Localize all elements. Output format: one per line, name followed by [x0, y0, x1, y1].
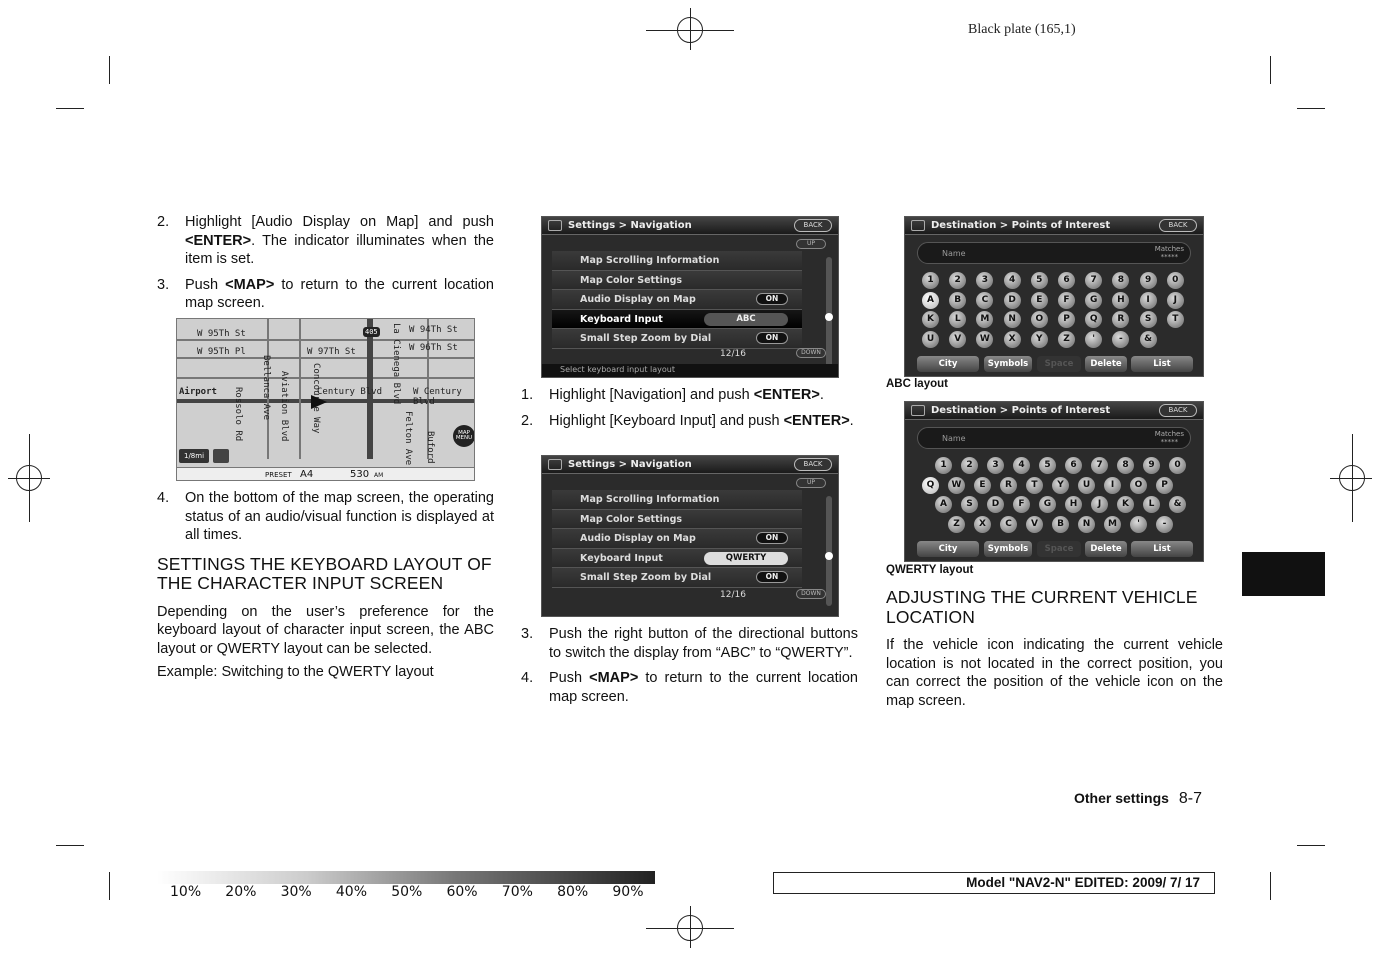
space-button[interactable]: Space — [1037, 541, 1081, 557]
key-S[interactable]: S — [1140, 311, 1157, 328]
key-F[interactable]: F — [1058, 292, 1075, 309]
step-3: 3. Push the right button of the directional buttons to switch the display from “ABC” to “QWERTY”. — [521, 626, 858, 661]
up-button[interactable]: UP — [796, 478, 826, 488]
key-S[interactable]: S — [961, 496, 978, 513]
matches-indicator: Matches ***** — [1154, 245, 1184, 261]
key-7[interactable]: 7 — [1091, 457, 1108, 474]
key-R[interactable]: R — [1000, 477, 1017, 494]
key-H[interactable]: H — [1065, 496, 1082, 513]
symbols-button[interactable]: Symbols — [984, 541, 1032, 557]
destination-icon — [911, 220, 925, 231]
street-label: Bellanca Ave — [261, 355, 271, 421]
key-D[interactable]: D — [1004, 292, 1021, 309]
street-label: W 97Th St — [307, 347, 356, 357]
keyboard-value[interactable]: ABC — [704, 313, 788, 326]
settings-screen-qwerty: Settings > Navigation BACK UP Map Scrolling Information Map Color Settings Audio Display on Map ON Keyboard Input QWERTY Small Step Zoom by Dial ON 12/16 DOWN — [541, 455, 839, 617]
key-K[interactable]: K — [1117, 496, 1134, 513]
map-screenshot — [176, 318, 475, 481]
page-indicator: 12/16 — [720, 349, 746, 359]
key-7[interactable]: 7 — [1085, 272, 1102, 289]
destination-icon — [911, 405, 925, 416]
model-box: Model "NAV2-N" EDITED: 2009/ 7/ 17 — [773, 872, 1215, 894]
page-number: 8-7 — [1178, 790, 1203, 807]
qwerty-keyboard-screen: Destination > Points of Interest BACK Name Matches ***** 1 2 3 4 5 6 7 8 9 0 Q W E R T Y U I O P A S D F G H J K L & Z X C V B N M ' - City Symbols Space Delete List — [904, 401, 1204, 562]
key-L[interactable]: L — [1143, 496, 1160, 513]
delete-button[interactable]: Delete — [1085, 541, 1127, 557]
key-K[interactable]: K — [922, 311, 939, 328]
list-button[interactable]: List — [1131, 541, 1193, 557]
key-N[interactable]: N — [1004, 311, 1021, 328]
key-P[interactable]: P — [1156, 477, 1173, 494]
back-button[interactable]: BACK — [794, 219, 832, 232]
menu-item[interactable]: Audio Display on Map ON — [552, 529, 802, 549]
street-label: Airport — [179, 387, 217, 397]
scrollbar[interactable] — [826, 257, 832, 367]
key-0[interactable]: 0 — [1169, 457, 1186, 474]
settings-screen-abc: Settings > Navigation BACK UP Map Scrolling Information Map Color Settings Audio Display on Map ON Keyboard Input ABC Small Step Zoom by Dial ON 12/16 DOWN Select keyboard input layout — [541, 216, 839, 378]
key-E[interactable]: E — [1031, 292, 1048, 309]
section-heading: ADJUSTING THE CURRENT VEHICLE LOCATION — [886, 587, 1198, 627]
key-M[interactable]: M — [1104, 516, 1121, 533]
key-V[interactable]: V — [1026, 516, 1043, 533]
abc-keyboard-screen: Destination > Points of Interest BACK Name Matches ***** 1 2 3 4 5 6 7 8 9 0 A B C D E F G H I J K L M N O P Q R S T U V W X Y Z ' - & City Symbols Space Delete List — [904, 216, 1204, 377]
page-indicator: 12/16 — [720, 590, 746, 600]
example-text: Example: Switching to the QWERTY layout — [157, 664, 434, 680]
key-X[interactable]: X — [974, 516, 991, 533]
street-label: W 94Th St — [409, 325, 458, 335]
key-N[interactable]: N — [1078, 516, 1095, 533]
on-indicator: ON — [756, 293, 788, 305]
key-6[interactable]: 6 — [1058, 272, 1075, 289]
menu-item[interactable]: Map Scrolling Information — [552, 490, 802, 510]
settings-icon — [548, 459, 562, 470]
street-label: Century Blvd — [317, 387, 383, 397]
back-button[interactable]: BACK — [794, 458, 832, 471]
back-button[interactable]: BACK — [1159, 404, 1197, 417]
key-8[interactable]: 8 — [1117, 457, 1134, 474]
map-scale[interactable]: 1/8mi — [179, 449, 209, 463]
key-1[interactable]: 1 — [935, 457, 952, 474]
key-3[interactable]: 3 — [976, 272, 993, 289]
key-5[interactable]: 5 — [1039, 457, 1056, 474]
delete-button[interactable]: Delete — [1085, 356, 1127, 372]
key-&[interactable]: & — [1169, 496, 1186, 513]
name-input[interactable]: Name Matches ***** — [917, 427, 1191, 449]
key-I[interactable]: I — [1140, 292, 1157, 309]
key-5[interactable]: 5 — [1031, 272, 1048, 289]
key-D[interactable]: D — [987, 496, 1004, 513]
key-1[interactable]: 1 — [922, 272, 939, 289]
key-R[interactable]: R — [1112, 311, 1129, 328]
section-heading: SETTINGS THE KEYBOARD LAYOUT OF THE CHARACTER INPUT SCREEN — [157, 553, 492, 593]
key-8[interactable]: 8 — [1112, 272, 1129, 289]
street-label: Felton Ave — [403, 411, 413, 466]
audio-status-bar: PRESET A4 530 AM — [177, 467, 475, 481]
key-F[interactable]: F — [1013, 496, 1030, 513]
key-I[interactable]: I — [1104, 477, 1121, 494]
key-X[interactable]: X — [1004, 331, 1021, 348]
back-button[interactable]: BACK — [1159, 219, 1197, 232]
key-4[interactable]: 4 — [1004, 272, 1021, 289]
key-G[interactable]: G — [1039, 496, 1056, 513]
abc-caption: ABC layout — [886, 378, 948, 390]
key-L[interactable]: L — [949, 311, 966, 328]
menu-item[interactable]: Map Scrolling Information — [552, 251, 802, 271]
key-9[interactable]: 9 — [1140, 272, 1157, 289]
menu-item[interactable]: Map Color Settings — [552, 271, 802, 291]
column-2-upper — [521, 386, 858, 437]
step-1: 1. Highlight [Navigation] and push <ENTER>. — [521, 387, 824, 403]
street-label: W 96Th St — [409, 343, 458, 353]
step-4: 4. On the bottom of the map screen, the operating status of an audio/visual function is displayed at all times. — [157, 490, 494, 543]
qwerty-caption: QWERTY layout — [886, 564, 974, 576]
key-9[interactable]: 9 — [1143, 457, 1160, 474]
key-W[interactable]: W — [948, 477, 965, 494]
street-label: Rossolo Rd — [233, 387, 243, 442]
menu-item[interactable]: Audio Display on Map ON — [552, 290, 802, 310]
street-label: W 95Th St — [197, 329, 246, 339]
key-H[interactable]: H — [1112, 292, 1129, 309]
on-indicator: ON — [756, 532, 788, 544]
key-Q[interactable]: Q — [922, 477, 939, 494]
city-button[interactable]: City — [917, 356, 979, 372]
key-B[interactable]: B — [1052, 516, 1069, 533]
key-Y[interactable]: Y — [1031, 331, 1048, 348]
vehicle-icon — [311, 395, 327, 409]
step-2: 2. Highlight [Keyboard Input] and push <ENTER>. — [521, 412, 854, 429]
down-button[interactable]: DOWN — [796, 348, 826, 358]
key-V[interactable]: V — [949, 331, 966, 348]
key-&[interactable]: & — [1140, 331, 1157, 348]
chapter-tab — [1242, 552, 1325, 596]
on-indicator: ON — [756, 332, 788, 344]
key-'[interactable]: ' — [1085, 331, 1102, 348]
key-3[interactable]: 3 — [987, 457, 1004, 474]
color-gradient-bar — [157, 871, 655, 884]
key-J[interactable]: J — [1167, 292, 1184, 309]
list-button[interactable]: List — [1131, 356, 1193, 372]
compass-icon[interactable] — [213, 449, 229, 463]
key-Z[interactable]: Z — [1058, 331, 1075, 348]
key-2[interactable]: 2 — [949, 272, 966, 289]
paragraph: Depending on the user’s preference for the keyboard layout of character input screen, the ABC layout or QWERTY layout can be selected. — [157, 603, 494, 657]
key-E[interactable]: E — [974, 477, 991, 494]
key-6[interactable]: 6 — [1065, 457, 1082, 474]
key-M[interactable]: M — [976, 311, 993, 328]
key-O[interactable]: O — [1130, 477, 1147, 494]
menu-item[interactable]: Map Color Settings — [552, 510, 802, 530]
menu-item[interactable]: Small Step Zoom by Dial ON — [552, 329, 802, 349]
key-J[interactable]: J — [1091, 496, 1108, 513]
key-2[interactable]: 2 — [961, 457, 978, 474]
street-label: Buford — [425, 431, 435, 464]
key-U[interactable]: U — [922, 331, 939, 348]
menu-item[interactable]: Small Step Zoom by Dial ON — [552, 568, 802, 588]
key--[interactable]: - — [1112, 331, 1129, 348]
key-C[interactable]: C — [1000, 516, 1017, 533]
paragraph: If the vehicle icon indicating the current vehicle location is not located in the correct position, you can correct the position of the vehicle icon on the map screen. — [886, 637, 1223, 709]
column-1-lower — [157, 489, 494, 687]
down-button[interactable]: DOWN — [796, 589, 826, 599]
menu-item[interactable]: Keyboard Input QWERTY — [552, 549, 802, 569]
key-Y[interactable]: Y — [1052, 477, 1069, 494]
scrollbar[interactable] — [826, 496, 832, 606]
column-3-text — [886, 578, 1223, 715]
street-label: Concourse Way — [311, 363, 321, 434]
up-button[interactable]: UP — [796, 239, 826, 249]
plate-label: Black plate (165,1) — [968, 22, 1076, 37]
step-2: 2. Highlight [Audio Display on Map] and push <ENTER>. The indicator illuminates when the item is set. — [157, 214, 494, 267]
key-T[interactable]: T — [1167, 311, 1184, 328]
status-bar: Select keyboard input layout — [542, 364, 838, 377]
footer-section: Other settings 8-7 — [1074, 790, 1203, 807]
space-button[interactable]: Space — [1037, 356, 1081, 372]
matches-indicator: Matches ***** — [1154, 430, 1184, 446]
key-'[interactable]: ' — [1130, 516, 1147, 533]
key-Q[interactable]: Q — [1085, 311, 1102, 328]
key-0[interactable]: 0 — [1167, 272, 1184, 289]
name-input[interactable]: Name Matches ***** — [917, 242, 1191, 264]
street-label: Aviation Blvd — [279, 371, 289, 442]
key-A[interactable]: A — [922, 292, 939, 309]
symbols-button[interactable]: Symbols — [984, 356, 1032, 372]
key-C[interactable]: C — [976, 292, 993, 309]
freeway-shield: 405 — [365, 328, 378, 336]
key-A[interactable]: A — [935, 496, 952, 513]
column-2-lower — [521, 625, 858, 713]
key-U[interactable]: U — [1078, 477, 1095, 494]
keyboard-value[interactable]: QWERTY — [704, 552, 788, 565]
street-label: W Century Blvd — [413, 387, 462, 407]
city-button[interactable]: City — [917, 541, 979, 557]
percent-scale: 10% 20% 30% 40% 50% 60% 70% 80% 90% — [170, 884, 644, 900]
key-4[interactable]: 4 — [1013, 457, 1030, 474]
street-label: La Cienega Blvd — [391, 323, 401, 405]
menu-item-selected[interactable]: Keyboard Input ABC — [552, 310, 802, 330]
column-1 — [157, 213, 494, 320]
key-G[interactable]: G — [1085, 292, 1102, 309]
map-menu-button[interactable]: MAP MENU — [453, 425, 475, 447]
settings-icon — [548, 220, 562, 231]
key-W[interactable]: W — [976, 331, 993, 348]
key-Z[interactable]: Z — [948, 516, 965, 533]
key-P[interactable]: P — [1058, 311, 1075, 328]
key-O[interactable]: O — [1031, 311, 1048, 328]
street-label: W 95Th Pl — [197, 347, 246, 357]
step-4: 4. Push <MAP> to return to the current location map screen. — [521, 670, 858, 705]
key-T[interactable]: T — [1026, 477, 1043, 494]
on-indicator: ON — [756, 571, 788, 583]
step-3: 3. Push <MAP> to return to the current location map screen. — [157, 276, 494, 311]
key-B[interactable]: B — [949, 292, 966, 309]
key--[interactable]: - — [1156, 516, 1173, 533]
